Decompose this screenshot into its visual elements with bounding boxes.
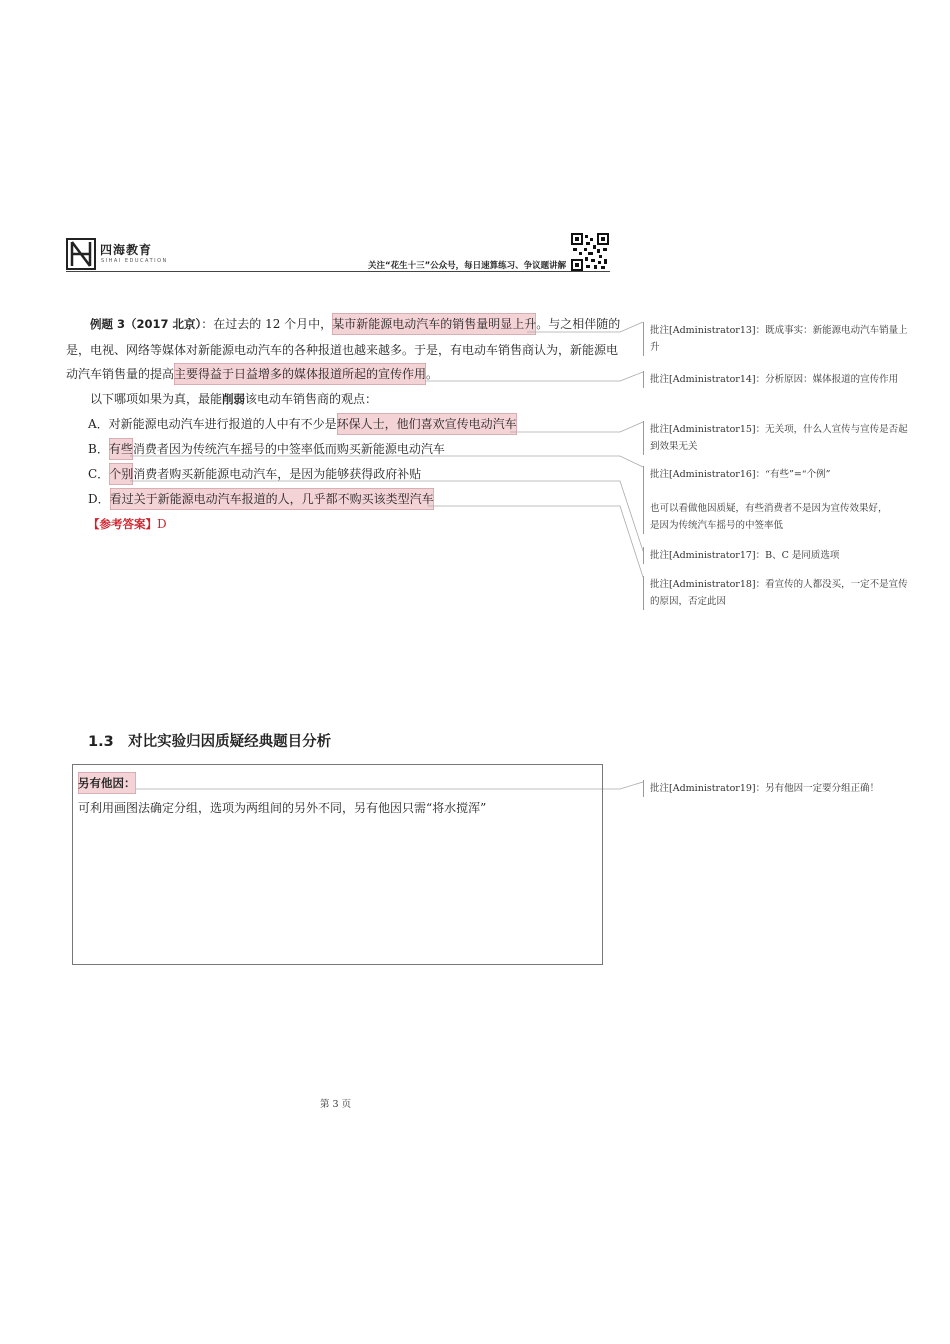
prompt-keyword: 削弱 xyxy=(222,392,246,406)
note-box xyxy=(72,764,603,965)
brand-name: 四海教育 xyxy=(100,243,153,257)
question-label: 例题 3（2017 北京） xyxy=(90,317,202,331)
comment-text: 升 xyxy=(650,342,660,353)
question-line-1 xyxy=(90,317,620,331)
comment-text: 也可以看做他因质疑，有些消费者不是因为宣传效果好， xyxy=(650,503,888,514)
comment-text: 批注[Administrator15]：无关项，什么人宣传与宣传是否起 xyxy=(650,424,908,435)
comment-text: 到效果无关 xyxy=(650,441,698,452)
text-segment: 在过去的 12 个月中， xyxy=(213,317,333,331)
comment-text: 批注[Administrator13]：既成事实：新能源电动汽车销量上 xyxy=(650,325,908,336)
answer-label: 【参考答案】 xyxy=(88,517,157,531)
comment-text: 批注[Administrator14]：分析原因：媒体报道的宣传作用 xyxy=(650,374,899,385)
header-divider xyxy=(66,271,610,272)
comment-16 xyxy=(643,466,912,534)
comment-13 xyxy=(643,322,912,356)
option-c xyxy=(88,467,421,481)
option-text: 消费者因为传统汽车摇号的中签率低而购买新能源电动汽车 xyxy=(132,442,445,456)
option-b xyxy=(88,442,445,456)
option-highlight: 个别 xyxy=(109,463,133,485)
comment-19 xyxy=(643,780,912,797)
box-heading: 另有他因： xyxy=(78,772,136,794)
page-number: 第 3 页 xyxy=(320,1099,352,1110)
comment-text: 批注[Administrator16]：“有些”=“个例” xyxy=(650,469,831,480)
header-slogan: 关注“花生十三”公众号，每日速算练习、争议题讲解 xyxy=(368,261,567,271)
comment-text: 的原因，否定此因 xyxy=(650,596,727,607)
text-segment: 。与之相伴随的 xyxy=(536,317,621,331)
highlight-fact: 某市新能源电动汽车的销售量明显上升 xyxy=(332,313,536,335)
comment-text: 批注[Administrator19]：另有他因一定要分组正确！ xyxy=(650,783,880,794)
option-text: C． xyxy=(88,467,110,481)
text-segment: 。 xyxy=(426,367,439,381)
text-segment: 动汽车销售量的提高 xyxy=(66,367,175,381)
answer-value: D xyxy=(157,517,167,531)
comment-17 xyxy=(643,547,912,564)
comment-text: 批注[Administrator18]：看宣传的人都没买，一定不是宣传 xyxy=(650,579,908,590)
option-highlight: 看过关于新能源电动汽车报道的人，几乎都不购买该类型汽车 xyxy=(110,488,434,510)
answer-line xyxy=(88,517,167,531)
comment-spacer xyxy=(650,483,912,500)
question-prompt xyxy=(90,392,377,406)
option-text: B． xyxy=(88,442,109,456)
highlight-reason: 主要得益于日益增多的媒体报道所起的宣传作用 xyxy=(174,363,426,385)
text-segment: 以下哪项如果为真，最能 xyxy=(90,392,223,406)
option-text: A．对新能源电动汽车进行报道的人中有不少是 xyxy=(88,417,337,431)
comment-14 xyxy=(643,371,912,388)
brand-english-name: SIHAI EDUCATION xyxy=(101,258,168,264)
box-text: 可利用画图法确定分组，选项为两组间的另外不同，另有他因只需“将水搅浑” xyxy=(78,801,487,815)
option-a xyxy=(88,417,517,431)
logo-icon xyxy=(66,238,96,270)
text-segment: 该电动车销售商的观点： xyxy=(245,392,378,406)
comment-text: 批注[Administrator17]：B、C 是同质选项 xyxy=(650,550,840,561)
option-text: 消费者购买新能源电动汽车，是因为能够获得政府补贴 xyxy=(133,467,422,481)
box-heading-line xyxy=(78,776,136,790)
question-colon: ： xyxy=(201,317,214,331)
option-text: D． xyxy=(88,492,110,506)
comment-text: 是因为传统汽车摇号的中签率低 xyxy=(650,520,784,531)
option-highlight: 有些 xyxy=(109,438,133,460)
comment-15 xyxy=(643,421,912,455)
question-line-3 xyxy=(66,367,438,381)
qr-code-icon xyxy=(571,233,609,271)
section-title: 1.3 对比实验归因质疑经典题目分析 xyxy=(88,734,332,750)
comment-18 xyxy=(643,576,912,610)
question-line-2: 是，电视、网络等媒体对新能源电动汽车的各种报道也越来越多。于是，有电动车销售商认为，新能源电 xyxy=(66,343,619,357)
option-highlight: 环保人士，他们喜欢宣传电动汽车 xyxy=(337,413,517,435)
option-d xyxy=(88,492,434,506)
